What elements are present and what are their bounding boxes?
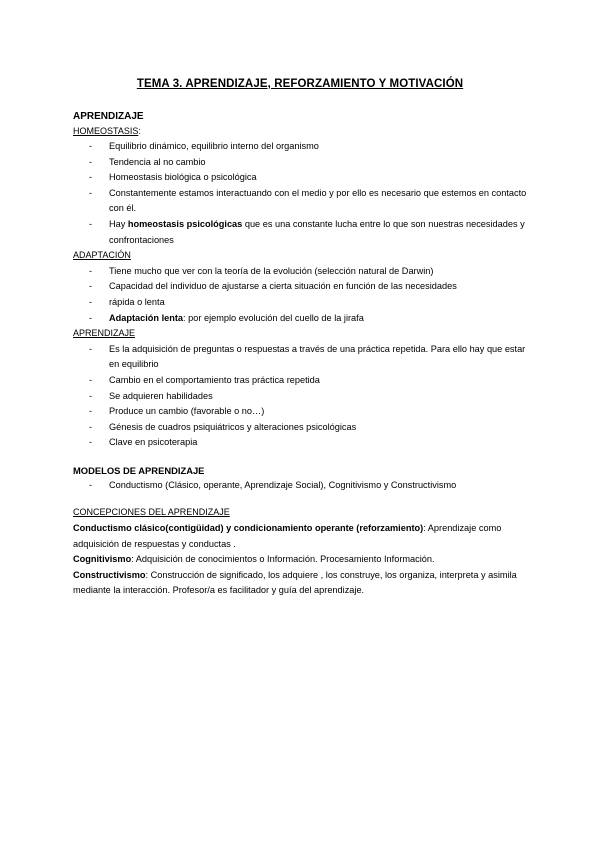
list-item: - Es la adquisición de preguntas o respuestas a través de una práctica repetida. Para ello hay que estar en equilibrio (73, 342, 535, 373)
item-bold-text: homeostasis psicológicas (127, 218, 243, 229)
adaptacion-list (73, 264, 535, 326)
subheading-aprendizaje: APRENDIZAJE (73, 328, 136, 339)
paragraph-constructivismo (73, 568, 535, 599)
item-text: : por ejemplo evolución del cuello de la jirafa (183, 312, 364, 323)
subheading-homeostasis: HOMEOSTASIS (73, 126, 139, 136)
item-bold-text: Adaptación lenta (109, 312, 184, 323)
list-item: - Homeostasis biológica o psicológica (73, 170, 535, 186)
item-text: que es una constante lucha entre lo que son nuestras necesidades y confrontaciones (109, 218, 525, 245)
document-body (73, 109, 535, 599)
list-item: - Conductismo (Clásico, operante, Aprendizaje Social), Cognitivismo y Constructivismo (73, 478, 535, 494)
list-item: - Constantemente estamos interactuando con el medio y por ello es necesario que estemos en contacto con él. (73, 186, 535, 217)
section-heading-modelos: MODELOS DE APRENDIZAJE (73, 464, 205, 476)
list-item (73, 311, 535, 327)
item-text: Hay (109, 218, 128, 229)
list-item: - Génesis de cuadros psiquiátricos y alteraciones psicológicas (73, 420, 535, 436)
subheading-adaptacion: ADAPTACIÓN (73, 250, 131, 261)
modelos-list (73, 478, 535, 494)
page-title: TEMA 3. APRENDIZAJE, REFORZAMIENTO Y MOTIVACIÓN (136, 78, 464, 90)
paragraph-bold-term: Constructivismo (73, 569, 146, 580)
subheading-homeostasis-line (73, 124, 535, 139)
list-item: - Capacidad del individuo de ajustarse a cierta situación en función de las necesidades (73, 279, 535, 295)
list-item: - Cambio en el comportamiento tras práctica repetida (73, 373, 535, 389)
aprendizaje-list (73, 342, 535, 451)
subheading-homeostasis-colon: : (138, 126, 141, 136)
paragraph-bold-term: Conductismo clásico(contigüidad) y condicionamiento operante (reforzamiento) (73, 523, 424, 534)
list-item: - Se adquieren habilidades (73, 389, 535, 405)
section-heading-aprendizaje: APRENDIZAJE (73, 111, 144, 122)
list-item: - Tendencia al no cambio (73, 155, 535, 171)
paragraph-conductismo (73, 521, 535, 552)
list-item (73, 217, 535, 248)
list-item: - Produce un cambio (favorable o no…) (73, 404, 535, 420)
spacer (73, 451, 535, 463)
spacer (73, 493, 535, 505)
list-item: - Tiene mucho que ver con la teoría de la evolución (selección natural de Darwin) (73, 264, 535, 280)
list-item: - rápida o lenta (73, 295, 535, 311)
paragraph-text: : Aprendizaje como adquisición de respuestas y conductas . (73, 523, 502, 549)
list-item: - Clave en psicoterapia (73, 435, 535, 451)
paragraph-cognitivismo (73, 552, 535, 568)
subheading-concepciones: CONCEPCIONES DEL APRENDIZAJE (73, 507, 230, 518)
homeostasis-list (73, 139, 535, 248)
paragraph-text: : Adquisición de conocimientos o Información. Procesamiento Información. (131, 554, 435, 565)
list-item: - Equilibrio dinámico, equilibrio interno del organismo (73, 139, 535, 155)
paragraph-text: : Construcción de significado, los adquiere , los construye, los organiza, interpreta y asimila mediante la interacción. Profesor/a es facilitador y guía del aprendizaje. (73, 569, 517, 596)
paragraph-bold-term: Cognitivismo (73, 554, 132, 565)
